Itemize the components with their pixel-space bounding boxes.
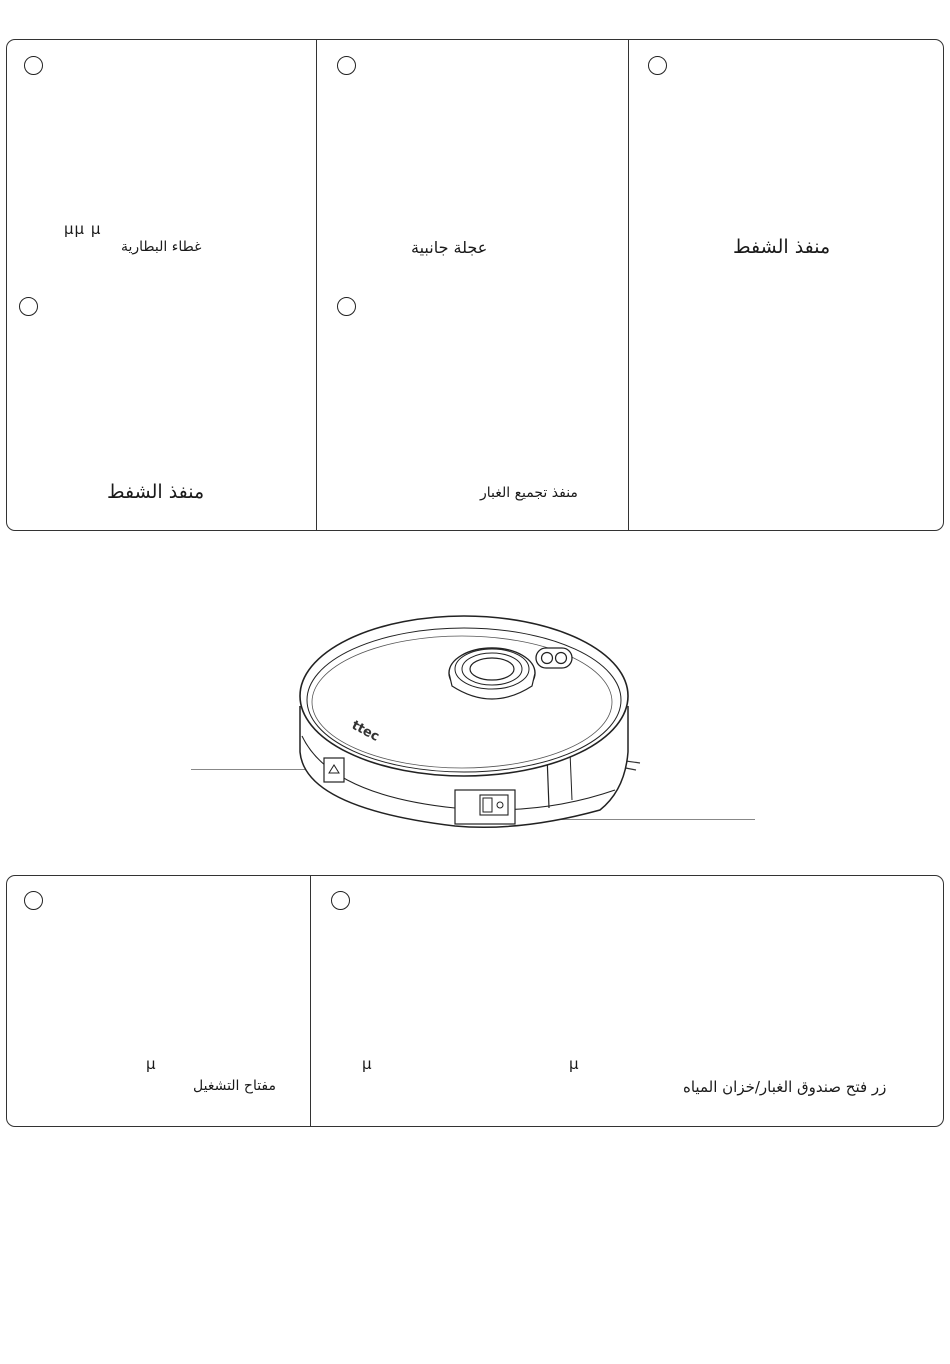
power-switch-label: مفتاح التشغيل bbox=[193, 1078, 277, 1094]
callout-circle-7 bbox=[331, 891, 350, 910]
brand-logo: ttec bbox=[348, 718, 382, 745]
callout-circle-2 bbox=[337, 56, 356, 75]
battery-cover-label: غطاء البطارية bbox=[121, 239, 202, 255]
side-wheel-label: عجلة جانبية bbox=[411, 238, 488, 257]
suction-port-label-left: منفذ الشفط bbox=[107, 481, 205, 503]
battery-cover-symbol: µµ µ bbox=[64, 220, 102, 238]
power-switch-symbol: µ bbox=[146, 1055, 156, 1073]
robot-vacuum-illustration bbox=[0, 600, 950, 860]
dustbin-release-button-label: زر فتح صندوق الغبار/خزان المياه bbox=[683, 1078, 887, 1096]
callout-circle-4 bbox=[19, 297, 38, 316]
dust-port-label: منفذ تجميع الغبار bbox=[480, 485, 578, 501]
callout-circle-1 bbox=[24, 56, 43, 75]
callout-circle-5 bbox=[337, 297, 356, 316]
callout-circle-6 bbox=[24, 891, 43, 910]
top-parts-panel bbox=[6, 39, 944, 531]
suction-port-label-right: منفذ الشفط bbox=[733, 236, 831, 258]
release-button-symbol-2: µ bbox=[569, 1055, 579, 1073]
top-panel-divider-1 bbox=[316, 40, 317, 530]
release-button-symbol-1: µ bbox=[362, 1055, 372, 1073]
bottom-panel-divider bbox=[310, 876, 311, 1126]
callout-circle-3 bbox=[648, 56, 667, 75]
top-panel-divider-2 bbox=[628, 40, 629, 530]
